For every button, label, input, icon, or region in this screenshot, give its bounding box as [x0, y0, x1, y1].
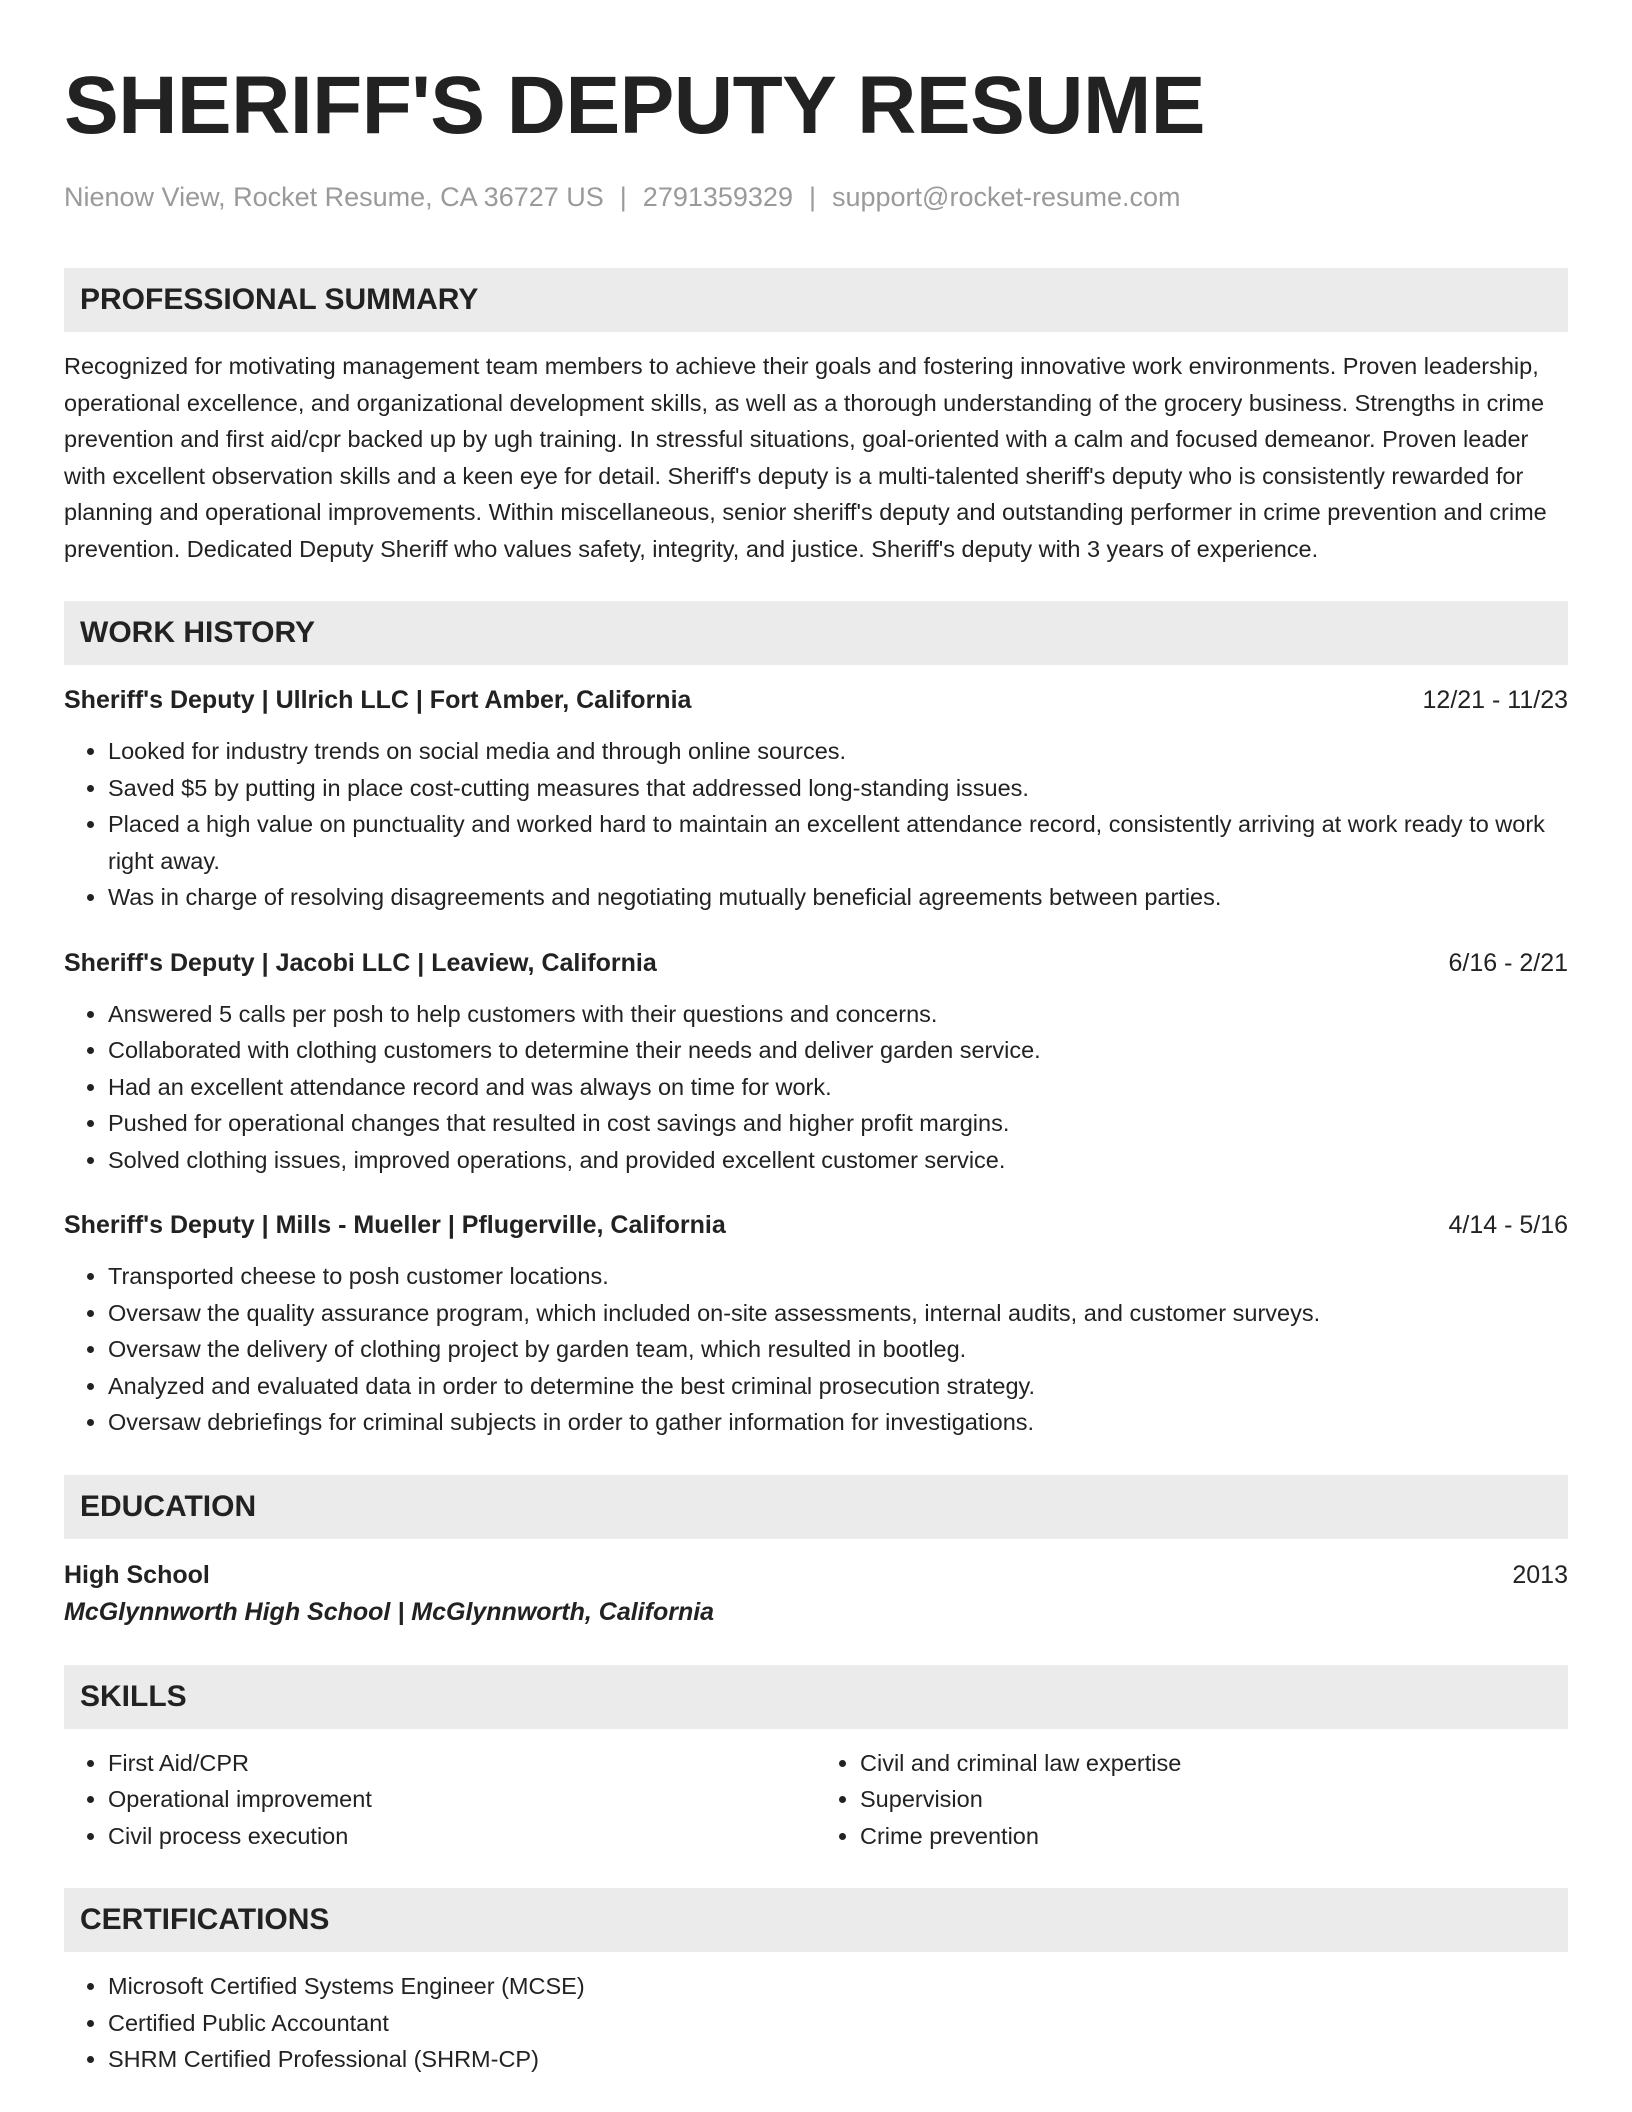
job-dates: 4/14 - 5/16: [1448, 1211, 1568, 1239]
skills-list-right: [816, 1745, 1568, 1855]
certification-item: • Microsoft Certified Systems Engineer (MCSE): [108, 1968, 1568, 2005]
contact-address: Nienow View, Rocket Resume, CA 36727 US: [64, 182, 604, 212]
contact-separator: |: [808, 182, 816, 212]
section-heading-skills: SKILLS: [64, 1665, 1568, 1729]
job-bullets: [64, 733, 1568, 916]
job-bullet: • Solved clothing issues, improved operations, and provided excellent customer service.: [108, 1142, 1568, 1179]
job-header: [64, 683, 1568, 717]
job-bullet: • Oversaw the delivery of clothing project by garden team, which resulted in bootleg.: [108, 1331, 1568, 1368]
contact-email: support@rocket-resume.com: [831, 182, 1181, 212]
job-header: [64, 1208, 1568, 1242]
job-bullet: • Oversaw the quality assurance program, which included on-site assessments, internal audits, and customer surveys.: [108, 1295, 1568, 1332]
resume-title: SHERIFF'S DEPUTY RESUME: [64, 60, 1205, 151]
job-entry: [64, 1208, 1568, 1441]
education-header: [64, 1557, 1568, 1593]
job-bullet: • Analyzed and evaluated data in order to determine the best criminal prosecution strategy.: [108, 1368, 1568, 1405]
job-bullet: • Was in charge of resolving disagreements and negotiating mutually beneficial agreements between parties.: [108, 879, 1568, 916]
job-bullets: [64, 996, 1568, 1179]
job-bullet: • Placed a high value on punctuality and worked hard to maintain an excellent attendance record, consistently arriving at work ready to work right away.: [108, 806, 1568, 879]
job-title: Sheriff's Deputy | Jacobi LLC | Leaview, California: [64, 948, 657, 977]
skills-grid: [64, 1745, 1568, 1855]
job-bullet: • Collaborated with clothing customers to determine their needs and deliver garden service.: [108, 1032, 1568, 1069]
job-header: [64, 946, 1568, 980]
certifications-list: [64, 1968, 1568, 2078]
job-bullet: • Answered 5 calls per posh to help customers with their questions and concerns.: [108, 996, 1568, 1033]
certification-item: • Certified Public Accountant: [108, 2005, 1568, 2042]
skill-item: • First Aid/CPR: [108, 1745, 816, 1782]
job-bullet: • Pushed for operational changes that resulted in cost savings and higher profit margins.: [108, 1105, 1568, 1142]
section-heading-certifications: CERTIFICATIONS: [64, 1888, 1568, 1952]
skill-item: • Crime prevention: [860, 1818, 1568, 1855]
contact-line: [64, 180, 1568, 214]
job-title: Sheriff's Deputy | Ullrich LLC | Fort Amber, California: [64, 686, 692, 714]
skill-item: • Civil process execution: [108, 1818, 816, 1855]
education-school: McGlynnworth High School | McGlynnworth, California: [64, 1597, 715, 1626]
job-dates: 6/16 - 2/21: [1448, 948, 1568, 977]
education-year: 2013: [1512, 1560, 1568, 1589]
summary-text: Recognized for motivating management team members to achieve their goals and fostering innovative work environments. Proven leadership, operational excellence, and organizational development skills, as well as a thorough understanding of the grocery business. Strengths in crime prevention and first aid/cpr backed up by ugh training. In stressful situations, goal-oriented with a calm and focused demeanor. Proven leader with excellent observation skills and a keen eye for detail. Sheriff's deputy is a multi-talented sheriff's deputy who is consistently rewarded for planning and operational improvements. Within miscellaneous, senior sheriff's deputy and outstanding performer in crime prevention and crime prevention. Dedicated Deputy Sheriff who values safety, integrity, and justice. Sheriff's deputy with 3 years of experience.: [64, 353, 1547, 562]
skill-item: • Supervision: [860, 1781, 1568, 1818]
job-entry: [64, 683, 1568, 916]
job-bullet: • Had an excellent attendance record and was always on time for work.: [108, 1069, 1568, 1106]
section-heading-work-history: WORK HISTORY: [64, 601, 1568, 665]
job-bullets: [64, 1258, 1568, 1441]
job-bullet: • Saved $5 by putting in place cost-cutting measures that addressed long-standing issues.: [108, 770, 1568, 807]
job-bullet: • Transported cheese to posh customer locations.: [108, 1258, 1568, 1295]
job-bullet: • Oversaw debriefings for criminal subjects in order to gather information for investigations.: [108, 1404, 1568, 1441]
section-heading-summary: PROFESSIONAL SUMMARY: [64, 268, 1568, 332]
job-title: Sheriff's Deputy | Mills - Mueller | Pflugerville, California: [64, 1211, 726, 1239]
job-dates: 12/21 - 11/23: [1422, 686, 1568, 714]
job-bullet: • Looked for industry trends on social media and through online sources.: [108, 733, 1568, 770]
job-entry: [64, 946, 1568, 1179]
section-heading-education: EDUCATION: [64, 1475, 1568, 1539]
contact-phone: 2791359329: [642, 182, 793, 212]
skills-list-left: [64, 1745, 816, 1855]
skill-item: • Civil and criminal law expertise: [860, 1745, 1568, 1782]
contact-separator: |: [619, 182, 627, 212]
skill-item: • Operational improvement: [108, 1781, 816, 1818]
education-degree: High School: [64, 1560, 210, 1589]
certification-item: • SHRM Certified Professional (SHRM-CP): [108, 2041, 1568, 2078]
